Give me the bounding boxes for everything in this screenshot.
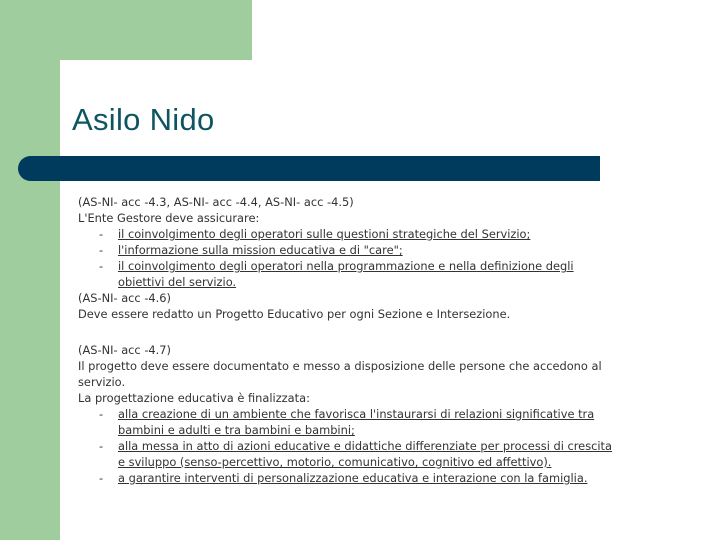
list-item: - l'informazione sulla mission educativa e di "care";: [99, 243, 403, 257]
document-image-text: [78, 194, 618, 486]
list-item: - alla creazione di un ambiente che favorisca l'instaurarsi di relazioni significative tra bambini e adulti e tra bambini e bambini;: [99, 407, 595, 437]
intro-line-1: L'Ente Gestore deve assicurare:: [78, 211, 260, 225]
paragraph-3: Il progetto deve essere documentato e messo a disposizione delle persone che accedono al servizio.: [78, 359, 602, 389]
top-accent-block: [60, 0, 252, 60]
slide-title: Asilo Nido: [72, 102, 215, 137]
paragraph-2: Deve essere redatto un Progetto Educativo per ogni Sezione e Intersezione.: [78, 307, 511, 321]
title-underline-bar: [18, 156, 600, 181]
reference-code-1: (AS-NI- acc -4.3, AS-NI- acc -4.4, AS-NI- acc -4.5): [78, 195, 354, 209]
list-item: - il coinvolgimento degli operatori nella programmazione e nella definizione degli obiettivi del servizio.: [99, 259, 574, 289]
reference-code-3: (AS-NI- acc -4.7): [78, 343, 171, 357]
list-item-text: a garantire interventi di personalizzazione educativa e interazione con la famiglia.: [118, 471, 588, 485]
list-item: - il coinvolgimento degli operatori sulle questioni strategiche del Servizio;: [99, 227, 531, 241]
left-accent-strip: [0, 0, 60, 540]
reference-code-2: (AS-NI- acc -4.6): [78, 291, 171, 305]
list-item-text: il coinvolgimento degli operatori nella programmazione e nella definizione degli obiettivi del servizio.: [118, 259, 574, 289]
list-item: - alla messa in atto di azioni educative e didattiche differenziate per processi di crescita e sviluppo (senso-percettivo, motorio, comunicativo, cognitivo ed affettivo).: [99, 439, 613, 469]
list-item-text: alla creazione di un ambiente che favorisca l'instaurarsi di relazioni significative tra bambini e adulti e tra bambini e bambini;: [118, 407, 595, 437]
list-item-text: l'informazione sulla mission educativa e di "care";: [118, 243, 403, 257]
intro-line-3: La progettazione educativa è finalizzata:: [78, 391, 310, 405]
list-item: - a garantire interventi di personalizzazione educativa e interazione con la famiglia.: [99, 471, 588, 485]
list-item-text: alla messa in atto di azioni educative e didattiche differenziate per processi di crescita e sviluppo (senso-percettivo, motorio, comunicativo, cognitivo ed affettivo).: [118, 439, 613, 469]
list-item-text: il coinvolgimento degli operatori sulle questioni strategiche del Servizio;: [118, 227, 531, 241]
